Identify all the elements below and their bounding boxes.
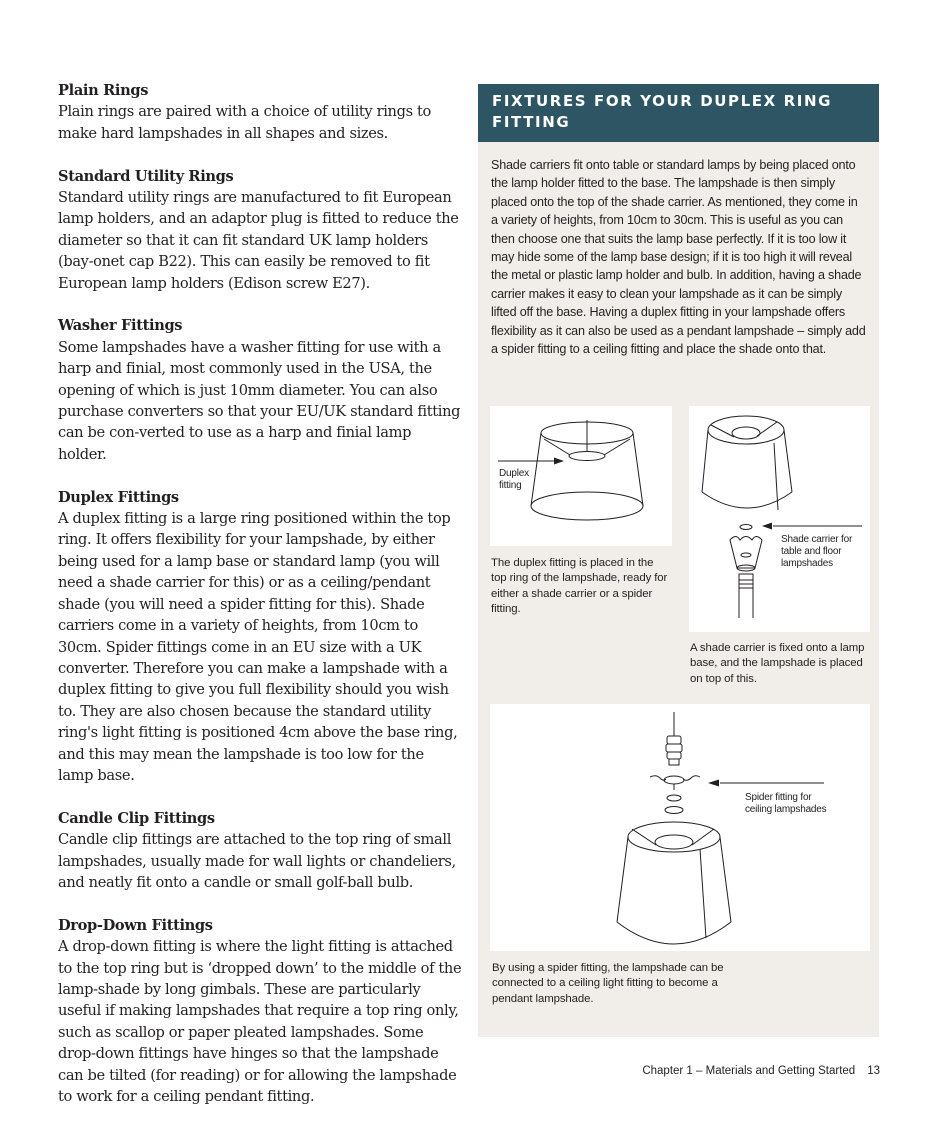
sidebar-box: [478, 84, 879, 1037]
section-washer-fittings: [58, 315, 463, 465]
label-line: lampshades: [781, 558, 833, 569]
label-line: Duplex: [499, 468, 529, 479]
figure-caption: By using a spider fitting, the lampshade can be connected to a ceiling light fitting to become a pendant lampshade.: [492, 962, 724, 1005]
label-line: Spider fitting for: [745, 792, 812, 803]
spider-fitting-illustration: [490, 704, 870, 951]
section-body: Standard utility rings are manufactured to fit European lamp holders, and an adaptor plug is fitted to reduce the diameter so that it can fit standard UK lamp holders (bay-onet cap B22). This can easily be removed to fit European lamp holders (Edison screw E27).: [58, 189, 459, 292]
label-line: table and floor: [781, 546, 842, 557]
shade-carrier-label: [781, 534, 852, 570]
label-line: fitting: [499, 480, 522, 491]
section-duplex-fittings: [58, 487, 463, 787]
main-text-column: [58, 80, 463, 1129]
figure-caption: A shade carrier is fixed onto a lamp base, and the lampshade is placed on top of this.: [690, 642, 865, 685]
label-line: ceiling lampshades: [745, 804, 827, 815]
section-heading: Washer Fittings: [58, 317, 183, 335]
section-heading: Duplex Fittings: [58, 488, 179, 506]
section-candle-clip-fittings: [58, 808, 463, 894]
figure-duplex-fitting: [490, 406, 672, 546]
section-plain-rings: [58, 80, 463, 144]
page-number: 13: [867, 1065, 880, 1077]
section-heading: Drop-Down Fittings: [58, 916, 213, 934]
section-body: Candle clip fittings are attached to the top ring of small lampshades, usually made for wall lights or chandeliers, and neatly fit onto a candle or small golf-ball bulb.: [58, 831, 456, 891]
spider-fitting-label: [745, 792, 826, 816]
sidebar-title: FIXTURES FOR YOUR DUPLEX RING FITTING: [478, 84, 879, 142]
section-heading: Plain Rings: [58, 82, 149, 99]
sidebar-intro-text: Shade carriers fit onto table or standard lamps by being placed onto the lamp holder fitted to the base. The lampshade is then simply placed onto the top of the shade carrier. As mentioned, they come in a variety of heights, from 10cm to 30cm. This is useful as you can then choose one that suits the lamp base perfectly. If it is too low it may hide some of the lamp base design; if it is too high it will reveal the metal or plastic lamp holder and bulb. In addition, having a shade carrier makes it easy to clean your lampshade as it can be simply lifted off the base. Having a duplex fitting in your lampshade offers flexibility as it can also be used as a pendant lampshade – simply add a spider fitting to a ceiling fitting and place the shade onto that.: [491, 158, 866, 357]
section-body: A duplex fitting is a large ring positioned within the top ring. It offers flexibility for your lampshade, by either being used for a lamp base or standard lamp (you will need a shade carrier for this) or as a ceiling/pendant shade (you will need a spider fitting for this). Shade carriers come in a variety of heights, from 10cm to 30cm. Spider fittings come in an EU size with a UK converter. Therefore you can make a lampshade with a duplex fitting to give you full flexibility should you wish to. They are also chosen because the standard utility ring's light fitting is positioned 4cm above the base ring, and this may mean the lampshade is too low for the lamp base.: [58, 510, 458, 784]
chapter-title: Chapter 1 – Materials and Getting Started: [642, 1065, 856, 1077]
duplex-fitting-label: [499, 468, 529, 492]
section-drop-down-fittings: [58, 915, 463, 1108]
section-body: Plain rings are paired with a choice of utility rings to make hard lampshades in all shapes and sizes.: [58, 103, 431, 142]
shade-carrier-illustration: [689, 406, 870, 632]
section-body: Some lampshades have a washer fitting for use with a harp and finial, most commonly used in the USA, the opening of which is just 10mm diameter. You can also purchase converters so that your EU/UK standard fitting can be con-verted to use as a harp and finial lamp holder.: [58, 338, 461, 463]
section-heading: Candle Clip Fittings: [58, 809, 215, 827]
section-body: A drop-down fitting is where the light fitting is attached to the top ring but is ‘dropped down’ to the middle of the lamp-shade by long gimbals. These are particularly useful if making lampshades that require a top ring only, such as scallop or paper pleated lampshades. Some drop-down fittings have hinges so that the lampshade can be tilted (for reading) or for allowing the lampshade to work for a ceiling pendant fitting.: [58, 938, 462, 1106]
figure-caption: The duplex fitting is placed in the top ring of the lampshade, ready for either a shade carrier or a spider fitting.: [491, 557, 668, 616]
page-footer: [600, 1065, 880, 1077]
section-heading: Standard Utility Rings: [58, 167, 234, 185]
figure-spider-fitting: [490, 704, 870, 951]
figure-shade-carrier: [689, 406, 870, 632]
label-line: Shade carrier for: [781, 534, 853, 545]
section-standard-utility-rings: [58, 166, 463, 294]
